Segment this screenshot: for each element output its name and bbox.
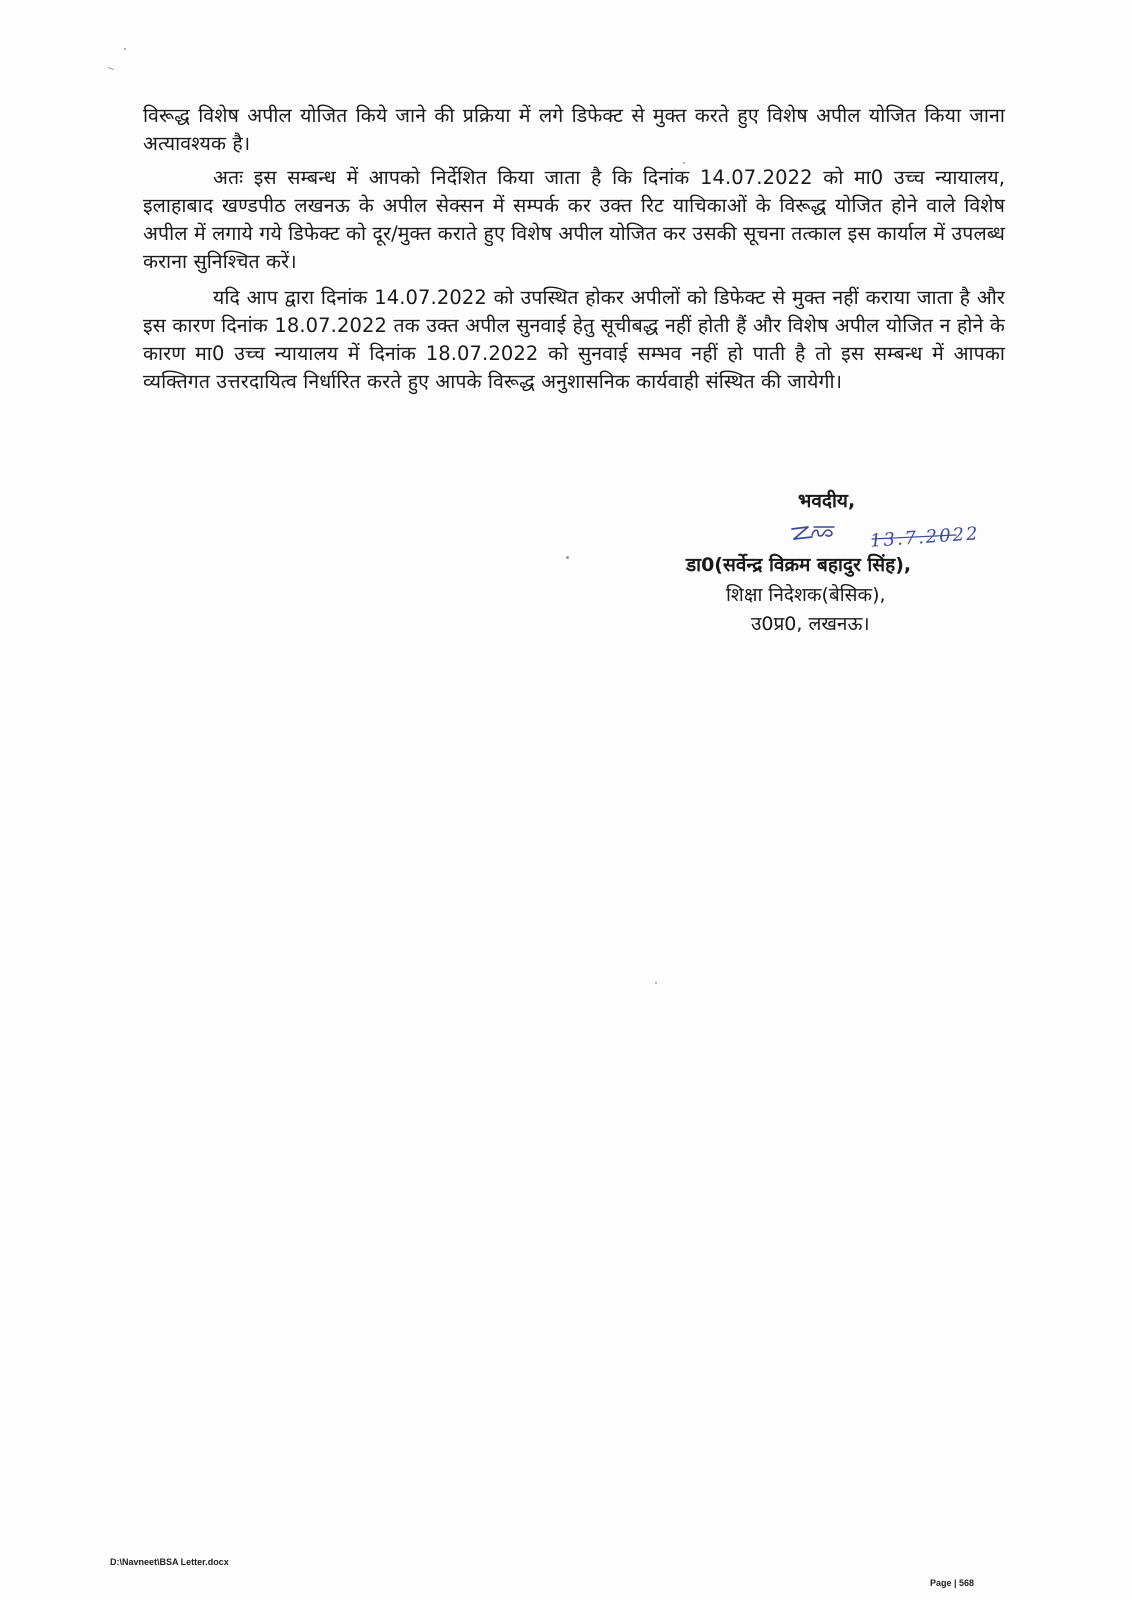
- scan-speck: [655, 982, 657, 984]
- scan-speck: [108, 67, 114, 70]
- signatory-office: उ0प्र0, लखनऊ।: [751, 613, 870, 635]
- paragraph-3: यदि आप द्वारा दिनांक 14.07.2022 को उपस्थित होकर अपीलों को डिफेक्ट से मुक्त नहीं कराया जाता है और इस कारण दिनांक 18.07.2022 तक उक्त अपील सुनवाई हेतु सूचीबद्ध नहीं होती हैं और विशेष अपील योजित न होने के कारण मा0 उच्च न्यायालय में दिनांक 18.07.2022 को सुनवाई सम्भव नहीं हो पाती है तो इस सम्बन्ध में आपका व्यक्तिगत उत्तरदायित्व निर्धारित करते हुए आपके विरूद्ध अनुशासनिक कार्यवाही संस्थित की जायेगी।: [143, 286, 1005, 393]
- salutation: भवदीय,: [798, 490, 856, 512]
- footer-file-path: D:\Navneet\BSA Letter.docx: [110, 1557, 229, 1567]
- footer-page-number: Page | 568: [930, 1578, 975, 1588]
- signature-date: 13.7.2022: [869, 523, 981, 552]
- scan-speck: [124, 48, 126, 50]
- paragraph-1: विरूद्ध विशेष अपील योजित किये जाने की प्रक्रिया में लगे डिफेक्ट से मुक्त करते हुए विशेष अपील योजित किया जाना अत्यावश्यक है।: [143, 104, 1005, 155]
- signature-block: [686, 487, 1016, 647]
- letter-body: [143, 102, 1005, 396]
- scan-speck: [566, 556, 569, 559]
- paragraph-2: अतः इस सम्बन्ध में आपको निर्देशित किया जाता है कि दिनांक 14.07.2022 को मा0 उच्च न्यायालय, इलाहाबाद खण्डपीठ लखनऊ के अपील सेक्सन में सम्पर्क कर उक्त रिट याचिकाओं के विरूद्ध योजित होने वाले विशेष अपील में लगाये गये डिफेक्ट को दूर/मुक्त कराते हुए विशेष अपील योजित कर उसकी सूचना तत्काल इस कार्याल में उपलब्ध कराना सुनिश्चित करें।: [143, 166, 1005, 273]
- signatory-name: डा0(सर्वेन्द्र विक्रम बहादुर सिंह),: [686, 554, 912, 576]
- signatory-designation: शिक्षा निदेशक(बेसिक),: [726, 584, 886, 606]
